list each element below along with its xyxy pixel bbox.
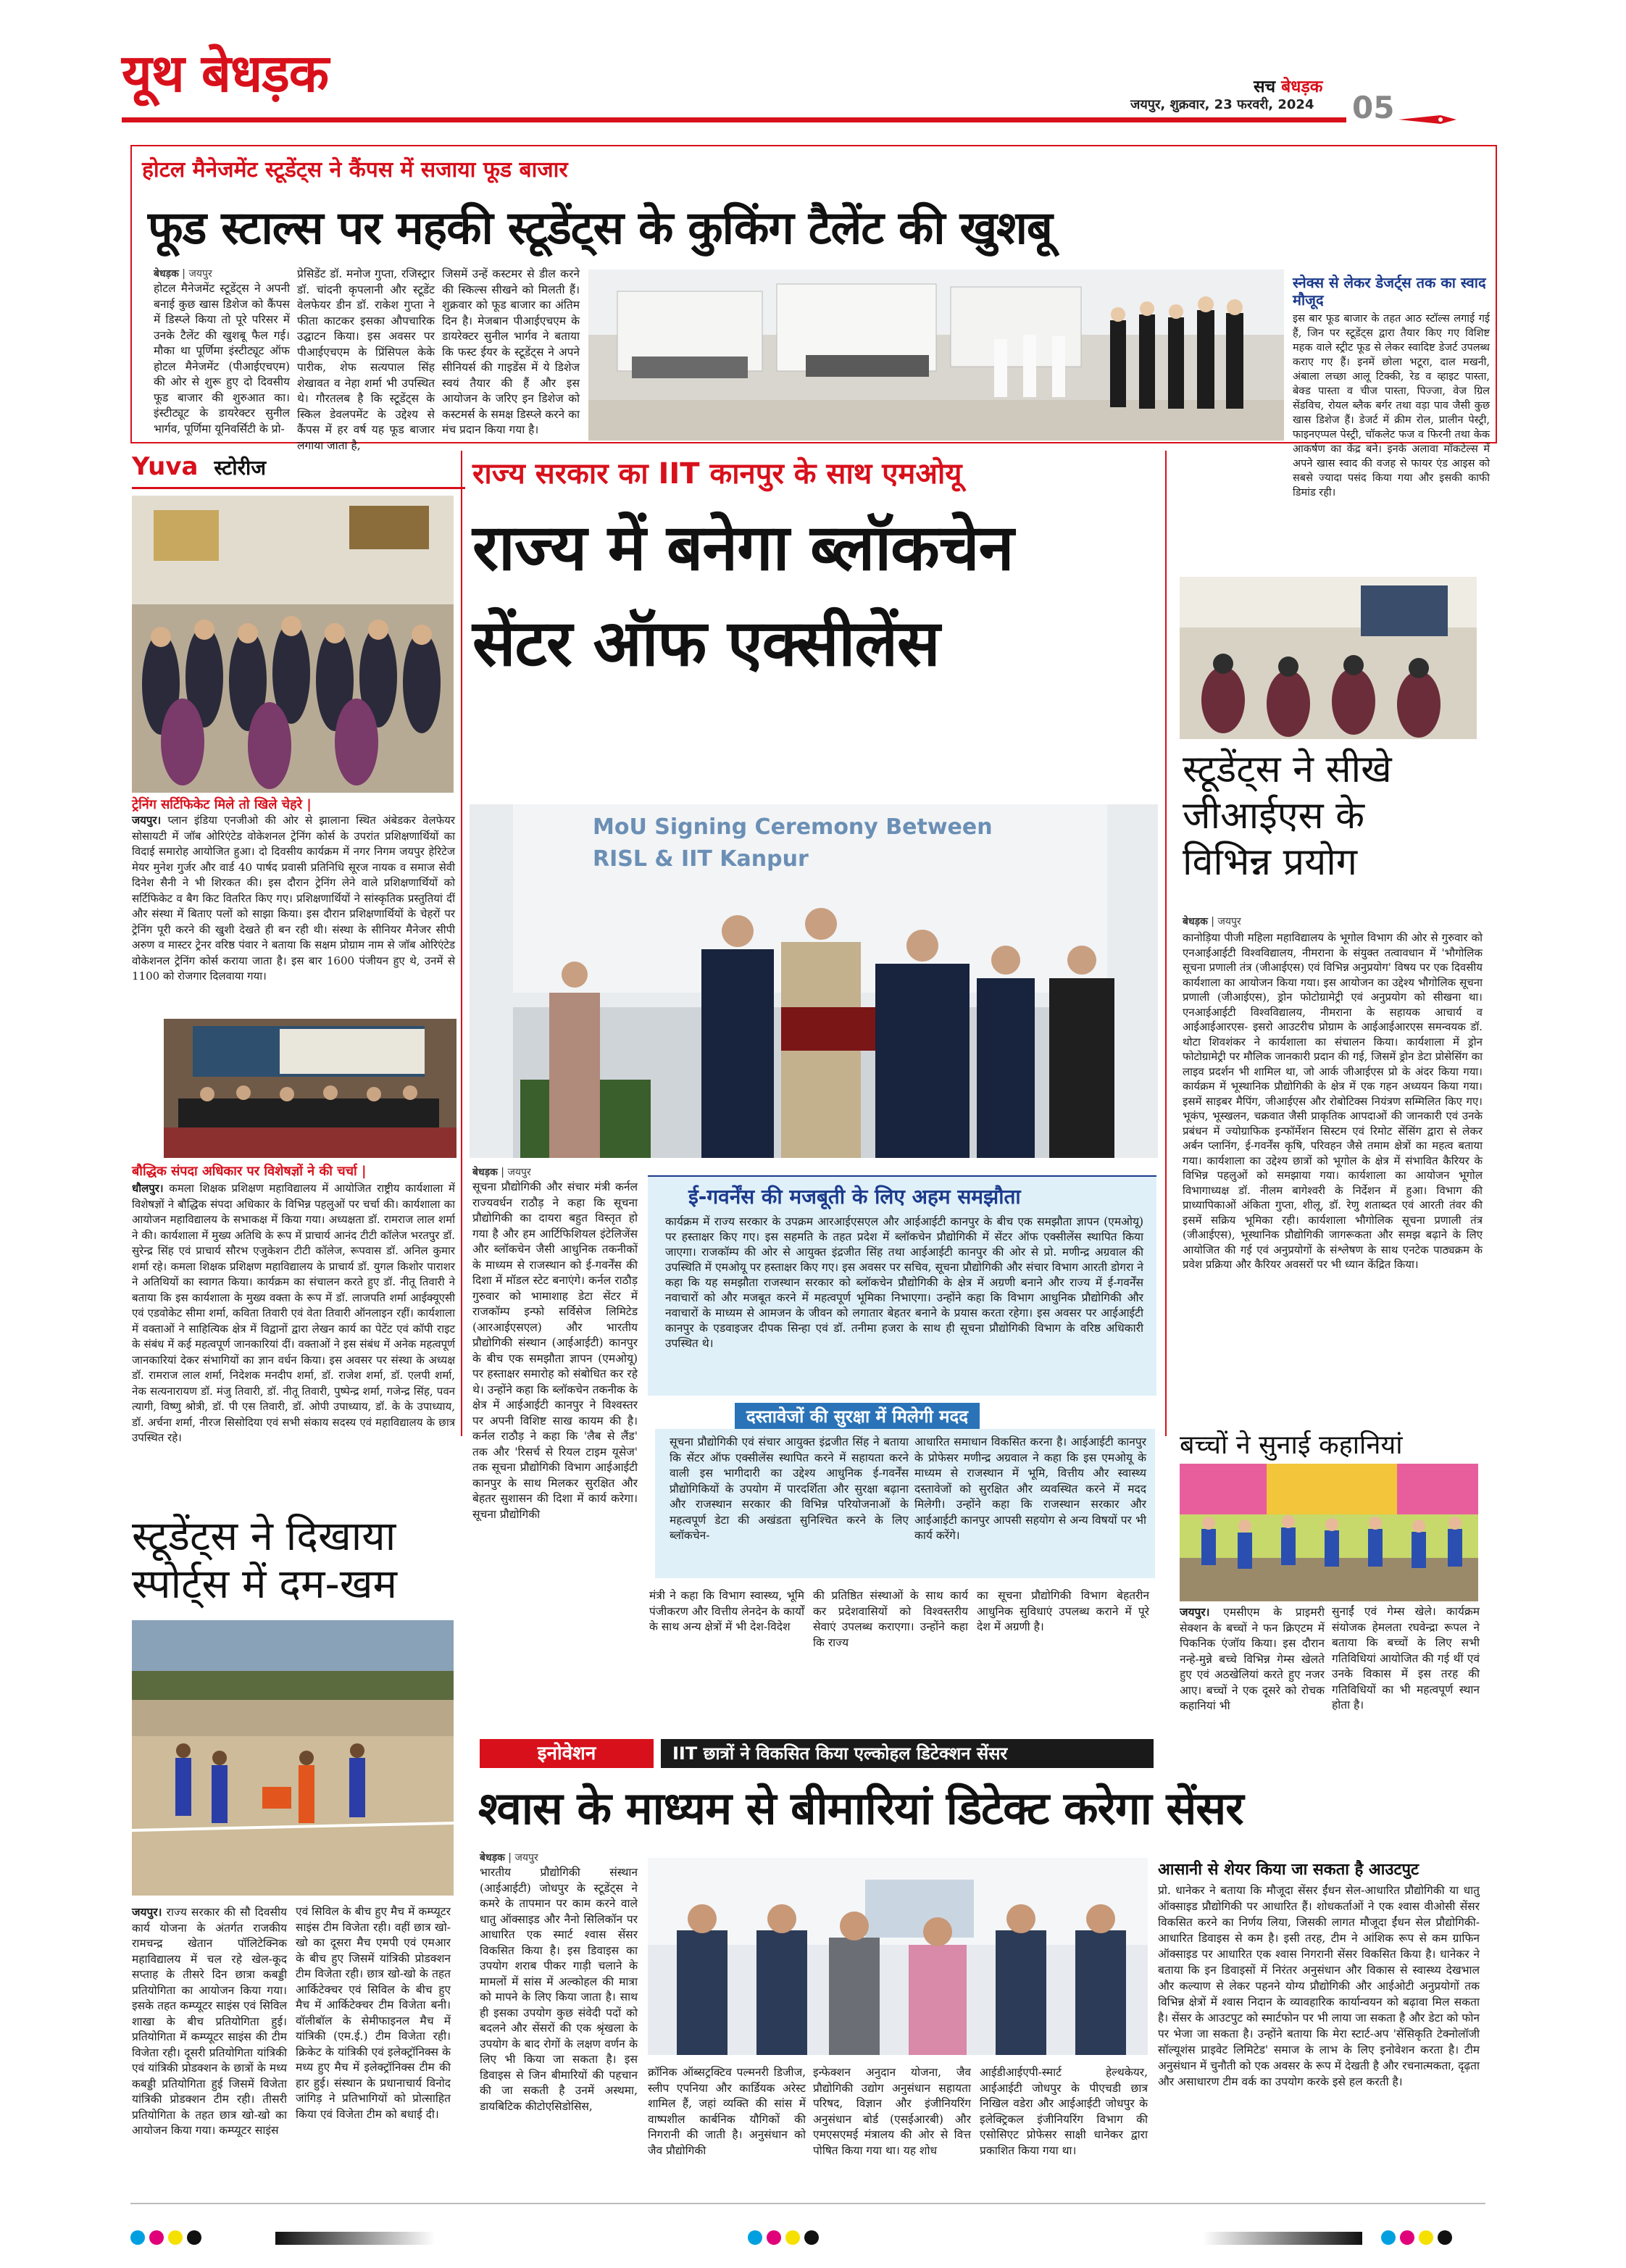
kids-dateline: जयपुर। [1180, 1605, 1210, 1619]
kabaddi-photo [132, 1620, 454, 1896]
blockchain-kicker: राज्य सरकार का IIT कानपुर के साथ एमओयू [472, 457, 962, 491]
pen-nib-icon [1398, 109, 1456, 130]
training-body: प्लान इंडिया एनजीओ की ओर से झालाना स्थित अंबेडकर वेलफेयर सोसायटी में जॉब ओरिएंटेड वोकेशनल ट्रेनिंग कोर्स के उपरांत प्रशिक्षणार्थियों का विदाई समारोह आयोजित हुआ। दो दिवसीय कार्यक्रम में नगर निगम जयपुर हेरिटेज मेयर मुनेश गुर्जर और वार्ड 40 पार्षद प्रवासी प्रतिनिधि सूरज नायक व समाज सेवी दिनेश सैनी ने भी शिरकत की। इस दौरान ट्रेनिंग लेने वाले प्रशिक्षणार्थियों को सर्टिफिकेट व बैग किट वितरित किए गए। प्रशिक्षणार्थियों ने सांस्कृतिक प्रस्तुतियां दीं और संस्था में बिताए पलों को साझा किया। इस दौरान प्रशिक्षणार्थियों के चेहरों पर ट्रेनिंग पूरी करने की खुशी देखते ही बन रही थी। संस्था के सीनियर मैनेजर सीपी अरुण व मास्टर ट्रेनर वरिष्ठ पंवार ने बताया कि सक्षम प्रोग्राम नाम से जॉब ओरिएंटेड वोकेशनल ट्रेनिंग कोर्स कराया जाता है। इस बार 1600 पंजीयन हुए थे, उनमें से 1100 को रोजगार दिलवाया गया। [132, 814, 455, 983]
blockchain-headline [472, 500, 1013, 691]
yuva-label [132, 452, 266, 481]
workshop-body: कमला शिक्षक प्रशिक्षण महाविद्यालय में आयोजित राष्ट्रीय कार्यशाला में विशेषज्ञों ने बौद्धिक संपदा अधिकार के विभिन्न पहलुओं पर चर्चा की। कार्यशाला का आयोजन महाविद्यालय के सभाकक्ष में किया गया। अध्यक्षता डॉ. रामराज लाल शर्मा ने की। कार्यशाला में मुख्य अतिथि के रूप में प्राचार्य आनंद टीटी कॉलेज भरतपुर डॉ. सुरेन्द्र सिंह एवं प्राचार्य सौरभ एजुकेशन टीटी कॉलेज, रूपवास डॉ. अनिल कुमार शर्मा रहे। कमला शिक्षक प्रशिक्षण महाविद्यालय के प्राचार्य डॉ. युगल किशोर पाराशर ने अतिथियों का स्वागत किया। कार्यक्रम का संचालन करते हुए डॉ. नीतू तिवारी ने बताया कि इस कार्यशाला के मुख्य वक्ता के रूप में डॉ. लाजपति शर्मा आईक्यूएसी एवं एडवोकेट सीमा शर्मा, कविता तिवारी एवं वेता तिवारी ऑनलाइन रहीं। कार्यशाला में वक्ताओं ने साहित्यिक क्षेत्र में विद्वानों द्वारा लेखन कार्य का पेटेंट एवं कॉपी राइट के संबंध में कई महत्वपूर्ण जानकारियां दीं। वक्ताओं ने इस संबंध में अनेक महत्वपूर्ण जानकारियां देकर संभागियों का ज्ञान वर्धन किया। इस अवसर पर संस्था के अध्यक्ष डॉ. रामराज लाल शर्मा, निदेशक मनदीप शर्मा, डॉ. राजेश शर्मा, डॉ. एलपी शर्मा, नेक सत्यनारायण डॉ. मंजु तिवारी, डॉ. नीतू तिवारी, पुष्पेन्द्र शर्मा, गजेन्द्र सिंह, पवन त्यागी, विष्णु श्रोत्री, डॉ. पी एस तिवारी, डॉ. ओपी उपाध्याय, डॉ. के के उपाध्याय, डॉ. अर्चना शर्मा, नीरज सिसोदिया एवं सभी संकाय सदस्य एवं महाविद्यालय के छात्र उपस्थित रहे। [132, 1182, 455, 1444]
blockchain-col-2: मंत्री ने कहा कि विभाग स्वास्थ्य, भूमि पंजीकरण और वित्तीय लेनदेन के कार्यों के साथ अन्य क्षेत्रों में भी देश-विदेश [649, 1589, 804, 1633]
food-kicker: होटल मैनेजमेंट स्टूडेंट्स ने कैंपस में सजाया फूड बाजार [142, 157, 568, 183]
innov-col-1: भारतीय प्रौद्योगिकी संस्थान (आईआईटी) जोधपुर के स्टूडेंट्स ने कमरे के तापमान पर काम करने वाले धातु ऑक्साइड और नैनो सिलिकॉन पर आधारित एक स्मार्ट श्वास सेंसर विकसित किया है। इस डिवाइस का उपयोग शराब पीकर गाड़ी चलाने के मामलों में सांस में अल्कोहल की मात्रा को मापने के लिए किया जाता है। साथ ही इसका उपयोग कुछ संवेदी पदों को बदलने और सेंसरों की एक श्रृंखला के उपयोग के बाद रोगों के लक्षण वर्णन के लिए भी किया जा सकता है। इस डिवाइस से जिन बीमारियों की पहचान की जा सकती है उनमें अस्थमा, डायबिटिक कीटोएसिडोसिस, [480, 1866, 638, 2113]
innov-col-2: क्रॉनिक ऑब्सट्रक्टिव पल्मनरी डिजीज, स्लीप एपनिया और कार्डियक अरेस्ट शामिल हैं, जहां व्यक्ति की सांस में वाष्पशील कार्बनिक यौगिकों की निगरानी की जाती है। अनुसंधान को जैव प्रौद्योगिकी [648, 2066, 806, 2157]
gis-photo [1180, 577, 1477, 739]
food-headline: फूड स्टाल्स पर महकी स्टूडेंट्स के कुकिंग टैलेंट की खुशबू [148, 201, 1052, 254]
masthead-rule [122, 117, 1346, 122]
blockchain-headline-1: राज्य में बनेगा ब्लॉकचेन [472, 510, 1014, 585]
sports-headline [132, 1513, 397, 1609]
registration-marks-left [130, 2230, 206, 2248]
brand [1254, 74, 1322, 97]
sports-body-1: राज्य सरकार की सौ दिवसीय कार्य योजना के अंतर्गत राजकीय रामचन्द्र खेतान पॉलिटेक्निक महाविद्यालय में चल रहे खेल-कूद सप्ताह के तीसरे दिन छात्रा कबड्डी प्रतियोगिता का आयोजन किया गया। इसके तहत कम्प्यूटर साइंस एवं सिविल शाखा के बीच प्रतियोगिता हुई। प्रतियोगिता में कम्प्यूटर साइंस की टीम विजेता रही। दूसरी प्रतियोगिता यांत्रिकी एवं यांत्रिकी प्रोडक्शन के छात्रों के मध्य कबड्डी प्रतियोगिता हुई जिसमें विजेता यांत्रिकी प्रोडक्शन टीम रही। तीसरी प्रतियोगिता के तहत छात्र खो-खो का आयोजन किया गया। कम्प्यूटर साइंस [132, 1906, 287, 2137]
food-side-text: इस बार फूड बाजार के तहत आठ स्टॉल्स लगाई गई हैं, जिन पर स्टूडेंट्स द्वारा तैयार किए गए विशिष्ट महक वाले स्ट्रीट फूड से लेकर स्वादिष्ट डेजर्ट उपलब्ध कराए गए हैं। इनमें छोला भटूरा, दाल मखनी, अंबाला लच्छा आलू टिक्की, रेड व व्हाइट पास्ता, बेक्ड पास्ता व चीज पास्ता, पिज्जा, वेज ग्रिल सेंडविच, रोयल ब्लैक बर्गर तथा वड़ा पाव जैसी कुछ खास डिशेज हैं। डेजर्ट में क्रीम रोल, प्रालीन पेस्ट्री, फाइनएप्पल पेस्ट्री, चॉकलेट फज व फिरनी तथा केक आकर्षण का केंद्र बने। इनके अलावा मॉकटेल्स में अपने खास स्वाद की वजह से फायर एंड आइस को सबसे ज्यादा पसंद किया गया और इसकी काफी डिमांड रही। [1293, 313, 1490, 499]
footer-rule [130, 2203, 1485, 2204]
dateline: जयपुर, शुक्रवार, 23 फरवरी, 2024 [1130, 97, 1314, 112]
innov-headline: श्वास के माध्यम से बीमारियां डिटेक्ट करेगा सेंसर [478, 1782, 1243, 1835]
registration-marks-right [1381, 2230, 1456, 2248]
kids-col-1 [1180, 1604, 1325, 1727]
sports-col-2: एवं सिविल के बीच हुए मैच में कम्प्यूटर साइंस टीम विजेता रही। वहीं छात्र खो-खो का दूसरा मैच एमपी एवं एमआर के बीच हुए जिसमें यांत्रिकी प्रोडक्शन टीम विजेता रही। छात्र खो-खो के तहत आर्किटेक्चर एवं सिविल के बीच हुए मैच में आर्किटेक्चर टीम विजेता बनी। वॉलीबॉल के सेमीफाइनल मैच में यांत्रिकी (एम.ई.) टीम विजेता रही। क्रिकेट के यांत्रिकी एवं इलेक्ट्रॉनिक्स के मध्य हुए मैच में इलेक्ट्रॉनिक्स टीम की हार हुई। संस्थान के प्रधानाचार्य विनोद जांगिड़ ने प्रतिभागियों को प्रोत्साहित किया एवं विजेता टीम को बधाई दी। [296, 1905, 451, 2121]
kids-col-2: सुनाईं एवं गेम्स खेले। कार्यक्रम संयोजक हेमलता रघवेन्द्रा रूपल ने बताया कि बच्चों के लिए सभी गतिविधियां आयोजित की गई थीं एवं उनके विकास में इस तरह की गतिविधियों का भी महत्वपूर्ण स्थान होता है। [1332, 1605, 1480, 1712]
egov-box-head: ई-गवर्नेंस की मजबूती के लिए अहम समझौता [688, 1185, 1021, 1209]
kids-title: बच्चों ने सुनाई कहानियां [1180, 1430, 1403, 1460]
divider-right [1165, 451, 1167, 1436]
gis-headline-2: जीआईएस के [1183, 794, 1365, 838]
kids-body-1: एमसीएम के प्राइमरी सेक्शन के बच्चों ने फन क्रिएटम में पिकनिक एंजॉय किया। इस दौरान नन्हे-मुन्ने बच्चे विभिन्न गेम्स खेलते हुए एवं अठखेलियां करते हुए नजर आए। बच्चों ने एक दूसरे को रोचक कहानियां भी [1180, 1606, 1325, 1712]
divider-left [461, 451, 462, 1436]
mou-banner-line2: RISL & IIT Kanpur [593, 846, 809, 872]
blockchain-byline: बेधड़क | जयपुर [472, 1167, 531, 1178]
docs-left: सूचना प्रौद्योगिकी एवं संचार आयुक्त इंद्रजीत सिंह ने बताया कि सेंटर ऑफ एक्सीलेंस स्थापित करने में सहायता करने वाली इस भागीदारी का उद्देश्य आधुनिक ई-गवर्नेंस प्रौद्योगिकियों के उपयोग में पारदर्शिता और सुरक्षा बढ़ाना और राजस्थान सरकार की विभिन्न परियोजनाओं के महत्वपूर्ण डेटा की अखंडता सुनिश्चित करने के लिए ब्लॉकचेन- [670, 1435, 909, 1542]
food-col-3: जिसमें उन्हें कस्टमर से डील करने की स्किल्स सीखने को मिलती हैं। शुक्रवार को फूड बाजार का अंतिम दिन है। मेजबान पीआईएचएम के डायरेक्टर सुनील भार्गव ने बताया कि फस्ट ईयर के स्टूडेंट्स ने अपने सीनियर्स की गाइडेंस में ये डिशेज स्वयं तैयार की हैं और इस आयोजन के जरिए इन डिशेज को कस्टमर्स के समक्ष डिस्प्ले करने का मंच प्रदान किया गया है। [442, 267, 580, 436]
sports-headline-2: स्पोर्ट्स में दम-खम [132, 1561, 397, 1608]
grey-scale-strip-right [1203, 2232, 1362, 2245]
blockchain-col-1: सूचना प्रौद्योगिकी और संचार मंत्री कर्नल राज्यवर्धन राठौड़ ने कहा कि सूचना प्रौद्योगिकी का दायरा बहुत विस्तृत हो गया है और हम आर्टिफिशियल इंटेलिजेंस और ब्लॉकचेन जैसी आधुनिक तकनीकों के माध्यम से राजस्थान को ई-गवर्नेंस की दिशा में मॉडल स्टेट बनाएंगे। कर्नल राठौड़ गुरुवार को भामाशाह डेटा सेंटर में राजकॉम्प इन्फो सर्विसेज लिमिटेड (आरआईएसएल) और भारतीय प्रौद्योगिकी संस्थान (आईआईटी) कानपुर के बीच एक समझौता ज्ञापन (एमओयू) पर हस्ताक्षर समारोह को संबोधित कर रहे थे। उन्होंने कहा कि ब्लॉकचेन तकनीक के क्षेत्र में आईआईटी कानपुर ने विश्वस्तर पर अपनी विशिष्ट साख कायम की है। कर्नल राठौड़ ने कहा कि 'लैब से लैंड' तक और 'रिसर्च से रियल टाइम यूसेज' तक सूचना प्रौद्योगिकी विभाग आईआईटी कानपुर के साथ मिलकर सुरक्षित और बेहतर सुशासन की दिशा में कार्य करेगा। सूचना प्रौद्योगिकी [472, 1180, 638, 1521]
egov-box-text: कार्यक्रम में राज्य सरकार के उपक्रम आरआईएसएल और आईआईटी कानपुर के बीच एक समझौता ज्ञापन (एमओयू) पर हस्ताक्षर किए गए। इस सहमति के तहत प्रदेश में ब्लॉकचेन प्रौद्योगिकी में सेंटर ऑफ एक्सीलेंस स्थापित किया जाएगा। राजकॉम्प की ओर से आयुक्त इंद्रजीत सिंह तथा आईआईटी कानपुर की ओर से प्रो. मणीन्द्र अग्रवाल की उपस्थिति में एमओयू पर हस्ताक्षर किए गए। इस अवसर पर सचिव, सूचना प्रौद्योगिकी और संचार विभाग आरती डोगरा ने कहा कि यह समझौता राजस्थान सरकार को ब्लॉकचेन प्रौद्योगिकी के क्षेत्र में अग्रणी बनाने और राज्य में ई-गवर्नेंस नवाचारों को और मजबूत करने में महत्वपूर्ण भूमिका निभाएगा। उन्होंने कहा कि विभाग आधुनिक प्रौद्योगिकी और नवाचारों के माध्यम से आमजन के जीवन को लगातार बेहतर बनाने के प्रयास करता रहेगा। इस अवसर पर आईआईटी कानपुर के एडवाइजर दीपक सिन्हा एवं डॉ. तनीमा हजरा के साथ ही सूचना प्रौद्योगिकी विभाग के वरिष्ठ अधिकारी उपस्थित थे। [665, 1215, 1143, 1350]
innov-photo [648, 1858, 1148, 2055]
brand-name: बेधड़क [1281, 78, 1323, 96]
workshop-caption: बौद्धिक संपदा अधिकार पर विशेषज्ञों ने की चर्चा | [132, 1164, 367, 1179]
innov-side-text: प्रो. धानेकर ने बताया कि मौजूदा सेंसर ईंधन सेल-आधारित प्रौद्योगिकी या धातु ऑक्साइड प्रौद्योगिकी पर आधारित हैं। शोधकर्ताओं ने एक श्वास वीओसी सेंसर विकसित करने का निर्णय लिया, जिसकी लागत मौजूदा ईंधन सेल प्रौद्योगिकी-आधारित डिवाइस से कम है। इसी तरह, टीम ने आंशिक रूप से कम ग्राफिन ऑक्साइड पर आधारित एक श्वास निगरानी सेंसर विकसित किया है। धानेकर ने बताया कि इन डिवाइसों में निरंतर अनुसंधान और विकास से स्वास्थ्य देखभाल और कल्याण से लेकर पहनने योग्य प्रौद्योगिकी और आईओटी अनुप्रयोगों तक विभिन्न क्षेत्रों में श्वास निदान के व्यावहारिक कार्यान्वयन को बढ़ावा मिल सकता है। सेंसर के आउटपुट को स्मार्टफोन पर भी लाया जा सकता है और डेटा को फोन पर भेजा जा सकता है। उन्होंने बताया कि मेरा स्टार्ट-अप 'सेंसिकृति टेक्नोलॉजी सॉल्यूशंस प्राइवेट लिमिटेड' समाज के लाभ के लिए इनोवेशन करता है। टीम अनुसंधान में चुनौती को एक अवसर के रूप में देखती है और रचनात्मकता, दृढ़ता और असाधारण टीम वर्क का उपयोग करके इसे हल करती है। [1158, 1884, 1480, 2088]
innov-byline: बेधड़क | जयपुर [480, 1852, 538, 1864]
masthead [0, 0, 1626, 138]
docs-right: आधारित समाधान विकसित करना है। आईआईटी कानपुर के प्रोफेसर मणीन्द्र अग्रवाल ने कहा कि इस एमओयू के माध्यम से राजस्थान में भूमि, वित्तीय और स्वास्थ्य दस्तावेजों को सुरक्षित और व्यवस्थित करने में मदद मिलेगी। उन्होंने कहा कि राजस्थान सरकार और आईआईटी कानपुर आपसी सहयोग से अन्य विषयों पर भी कार्य करेंगे। [914, 1435, 1146, 1542]
blockchain-col-3: की प्रतिष्ठित संस्थाओं के साथ कार्य कर प्रदेशवासियों को विश्वस्तरीय सेवाएं उपलब्ध कराएगा। उन्होंने कहा कि राज्य [813, 1589, 968, 1649]
docs-sub-head: दस्तावेजों की सुरक्षा में मिलेगी मदद [735, 1403, 980, 1430]
innov-kicker: IIT छात्रों ने विकसित किया एल्कोहल डिटेक्शन सेंसर [661, 1739, 1154, 1768]
sports-headline-1: स्टूडेंट्स ने दिखाया [132, 1513, 396, 1560]
yuva-label-hi: स्टोरीज [214, 456, 267, 480]
innov-label: इनोवेशन [480, 1739, 654, 1768]
gis-headline-1: स्टूडेंट्स ने सीखे [1183, 748, 1392, 791]
gis-headline-3: विभिन्न प्रयोग [1183, 841, 1358, 884]
blockchain-col-4: का सूचना प्रौद्योगिकी विभाग बेहतरीन आधुनिक सुविधाएं उपलब्ध कराने में पूरे देश में अग्रणी है। [977, 1589, 1149, 1633]
training-text [132, 813, 455, 1003]
training-caption: ट्रेनिंग सर्टिफिकेट मिले तो खिले चेहरे | [132, 797, 312, 812]
kids-photo [1180, 1464, 1478, 1601]
food-side-head: स्नेक्स से लेकर डेजर्ट्स तक का स्वाद मौजूद [1293, 274, 1486, 309]
gis-headline [1183, 746, 1392, 885]
egov-box [648, 1175, 1156, 1396]
masthead-title [122, 41, 328, 106]
innov-side-head: आसानी से शेयर किया जा सकता है आउटपुट [1158, 1861, 1419, 1879]
sports-col-1 [132, 1904, 287, 2185]
grey-scale-strip-left [275, 2232, 435, 2245]
innov-col-4: आईडीआईएपी-स्मार्ट हेल्थकेयर, आईआईटी जोधपुर के पीएचडी छात्र निखिल वडेरा और आईआईटी जोधपुर के इलेक्ट्रिकल इंजीनियरिंग विभाग की एसोसिएट प्रोफेसर साक्षी धानेकर द्वारा प्रकाशित किया गया था। [980, 2066, 1148, 2157]
food-col-2: प्रेसिडेंट डॉ. मनोज गुप्ता, रजिस्ट्रार डॉ. चांदनी कृपलानी और स्टूडेंट वेलफेयर डीन डॉ. राकेश गुप्ता ने फीता काटकर इसका औपचारिक उद्घाटन किया। इस अवसर पर पीआईएचएम के प्रिंसिपल केके पारीक, शेफ सत्यपाल सिंह शेखावत व नेहा शर्मा भी उपस्थित थे। गौरतलब है कि स्टूडेंट्स के स्किल डेवलपमेंट के उद्देश्य से कैंपस में हर वर्ष यह फूड बाजार लगाया जाता है, [297, 267, 435, 452]
innov-col-3: इन्फेक्शन अनुदान योजना, जैव प्रौद्योगिकी उद्योग अनुसंधान सहायता परिषद, विज्ञान और इंजीनियरिंग अनुसंधान बोर्ड (एसईआरबी) और एमएसएमई मंत्रालय की ओर से वित्त पोषित किया गया था। यह शोध [813, 2066, 971, 2157]
yuva-label-en: Yuva [132, 452, 199, 481]
gis-byline: बेधड़क | जयपुर [1183, 916, 1241, 927]
training-dateline: जयपुर। [132, 814, 162, 827]
registration-marks-center [748, 2230, 823, 2248]
yuva-rule [132, 487, 465, 489]
workshop-dateline: धौलपुर। [132, 1182, 164, 1195]
training-photo [132, 496, 454, 793]
sports-dateline: जयपुर। [132, 1905, 162, 1919]
masthead-title-text: यूथ बेधड़क [122, 43, 329, 104]
brand-prefix: सच [1254, 78, 1276, 96]
food-photo [588, 270, 1284, 441]
workshop-text [132, 1181, 455, 1494]
gis-text: कानोड़िया पीजी महिला महाविद्यालय के भूगोल विभाग की ओर से गुरुवार को एनआईआईटी विश्वविद्यालय, नीमराना के संयुक्त तत्वावधान में 'भौगोलिक सूचना प्रणाली तंत्र (जीआईएस) एवं विभिन्न अनुप्रयोग' विषय पर एक दिवसीय कार्यशाला का आयोजन किया गया। इस आयोजन का उद्देश्य भौगोलिक सूचना प्रणाली (जीआईएस), ड्रोन फोटोग्रामेट्री एवं अनुप्रयोग को सीखना था। एनआईआईटी विश्वविद्यालय, नीमराना के सहायक आचार्य व आईआईआरएस- इसरो आउटरीच प्रोग्राम के आईआईआरएस समन्वयक डॉ. थोटा शिवशंकर ने कार्यशाला का संचालन किया। कार्यशाला में ड्रोन फोटोग्रामेट्री पर मौलिक जानकारी प्रदान की गई, जिसमें ड्रोन डेटा प्रोसेसिंग का लाइव प्रदर्शन भी शामिल था, जो आर्क जीआईएस प्रो के अंदर किया गया। कार्यक्रम में भूस्थानिक प्रौद्योगिकी के क्षेत्र में एक गहन अध्ययन किया गया। इसमें साइबर मैपिंग, जीआईएस और रोबोटिक्स नियंत्रण सम्मिलित किए गए। भूकंप, भूस्खलन, चक्रवात जैसी प्राकृतिक आपदाओं की जानकारी एवं उनके प्रबंधन में ज्योग्राफिक इन्फॉर्मेशन सिस्टम एवं रिमोट सेंसिंग द्वारा से लेकर अर्बन प्लानिंग, ई-गवर्नेंस कृषि, परिवहन जैसे तमाम क्षेत्रों का महत्व बताया गया। कार्यशाला का उद्देश्य छात्रों को भूगोल के क्षेत्र में संभावित कैरियर के विभिन्न पहलुओं को समझाया गया। कार्यशाला का आयोजन भूगोल विभागाध्यक्ष डॉ. नीलम बागेश्वरी के निर्देशन में हुआ। विभाग की प्राध्यापिकाओं अंकिता गुप्ता, शीलू, डॉ. रेणु शताब्दत एवं आरती तंवर की इसमें सक्रिय भूमिका रही। कार्यशाला भौगोलिक सूचना प्रणाली तंत्र (जीआईएस), भूस्थानिक प्रौद्योगिकी जागरूकता और समझ बढ़ाने के लिए आयोजित की गई एवं अनुप्रयोगों के संश्लेषण के साथ एनटेक पाठ्यक्रम के प्रवेश प्रक्रिया और कैरियर अवसरों पर भी ध्यान केंद्रित किया। [1183, 931, 1483, 1271]
food-col-1: होटल मैनेजमेंट स्टूडेंट्स ने अपनी बनाई कुछ खास डिशेज को कैंपस में डिस्प्ले किया तो पूरे परिसर में उनके टैलेंट की खुशबू फैल गई। मौका था पूर्णिमा इंस्टीट्यूट ऑफ होटल मैनेजमेंट (पीआईएचएम) की ओर से शुरू हुए दो दिवसीय फूड बाजार की शुरुआत का। इंस्टीट्यूट के डायरेक्टर सुनील भार्गव, पूर्णिमा यूनिवर्सिटी के प्रो- [154, 282, 290, 435]
workshop-photo [164, 1019, 456, 1158]
mou-banner-line1: MoU Signing Ceremony Between [593, 814, 993, 840]
food-byline: बेधड़क | जयपुर [154, 268, 212, 280]
blockchain-headline-2: सेंटर ऑफ एक्सीलेंस [472, 606, 940, 680]
mou-photo [470, 804, 1158, 1158]
page-number: 05 [1352, 90, 1395, 125]
